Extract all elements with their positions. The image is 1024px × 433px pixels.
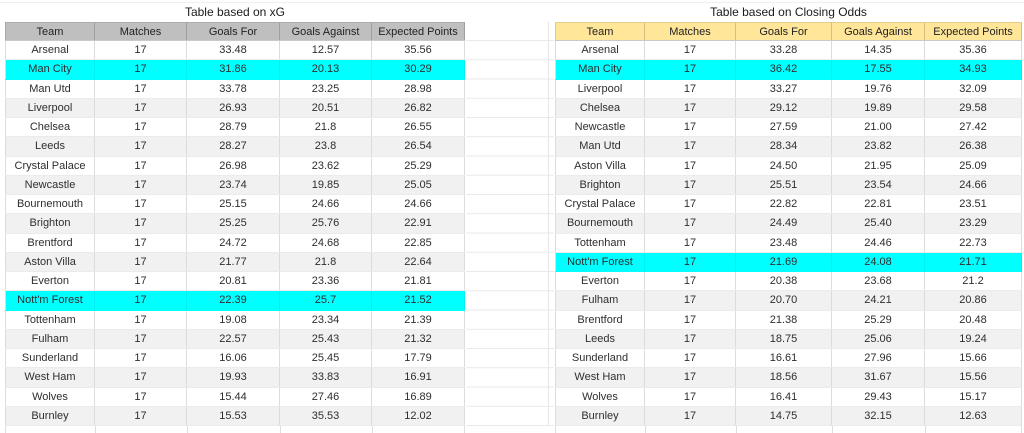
table-row — [5, 330, 465, 349]
cell-team: Leeds — [555, 330, 645, 348]
table-row — [555, 311, 1022, 330]
cell-goals-against: 25.7 — [280, 291, 372, 309]
cell-goals-against: 19.89 — [832, 99, 925, 117]
table-row — [5, 118, 465, 137]
cell-goals-for: 21.69 — [736, 253, 832, 271]
cell-team: Tottenham — [555, 234, 645, 252]
cell-expected-points: 26.82 — [372, 99, 465, 117]
cell-goals-against: 27.96 — [832, 349, 925, 367]
cell-expected-points: 21.39 — [372, 311, 465, 329]
cell-goals-for: 23.48 — [736, 234, 832, 252]
cell-team: Nott'm Forest — [555, 253, 645, 271]
table-row — [555, 407, 1022, 426]
cell-matches: 17 — [645, 349, 736, 367]
cell-expected-points: 29.58 — [925, 99, 1022, 117]
cell-goals-against: 17.55 — [832, 60, 925, 78]
cell-goals-against: 35.53 — [280, 407, 372, 425]
cell-goals-against: 31.67 — [832, 368, 925, 386]
cell-team: Fulham — [555, 291, 645, 309]
cell-matches: 17 — [95, 118, 187, 136]
table-row — [5, 291, 465, 310]
cell-team: Brighton — [555, 176, 645, 194]
cell-goals-against: 20.51 — [280, 99, 372, 117]
cell-goals-against: 29.43 — [832, 388, 925, 406]
cell-goals-for: 28.27 — [187, 137, 280, 155]
cell-team: West Ham — [555, 368, 645, 386]
cell-matches: 17 — [645, 330, 736, 348]
cell-team: Sunderland — [5, 349, 95, 367]
cell-goals-for: 19.93 — [187, 368, 280, 386]
cell-team: Brentford — [5, 234, 95, 252]
cell-expected-points: 28.98 — [372, 80, 465, 98]
cell-goals-for: 16.61 — [736, 349, 832, 367]
table-row — [5, 176, 465, 195]
cell-goals-against: 23.62 — [280, 157, 372, 175]
cell-team: Tottenham — [5, 311, 95, 329]
cell-goals-against: 21.95 — [832, 157, 925, 175]
cell-goals-against: 23.68 — [832, 272, 925, 290]
cell-matches: 17 — [645, 157, 736, 175]
cell-expected-points: 19.24 — [925, 330, 1022, 348]
table-row — [555, 118, 1022, 137]
cell-expected-points: 21.2 — [925, 272, 1022, 290]
cell-expected-points: 22.91 — [372, 214, 465, 232]
cell-goals-against: 32.15 — [832, 407, 925, 425]
cell-expected-points: 30.29 — [372, 60, 465, 78]
cell-goals-for: 22.39 — [187, 291, 280, 309]
cell-expected-points: 20.86 — [925, 291, 1022, 309]
cell-expected-points: 22.73 — [925, 234, 1022, 252]
cell-team: Fulham — [5, 330, 95, 348]
cell-goals-for: 22.57 — [187, 330, 280, 348]
cell-goals-for: 21.38 — [736, 311, 832, 329]
cell-goals-for: 28.34 — [736, 137, 832, 155]
table-row — [5, 311, 465, 330]
cell-goals-against: 14.35 — [832, 41, 925, 59]
cell-goals-against: 27.46 — [280, 388, 372, 406]
column-header-matches: Matches — [95, 22, 187, 40]
table-row — [555, 368, 1022, 387]
grid-gap-vline — [548, 22, 549, 425]
column-header-goals-for: Goals For — [187, 22, 280, 40]
cell-expected-points: 16.91 — [372, 368, 465, 386]
table-row — [555, 176, 1022, 195]
cell-goals-for: 25.51 — [736, 176, 832, 194]
cell-team: Chelsea — [5, 118, 95, 136]
cell-matches: 17 — [95, 253, 187, 271]
cell-team: Bournemouth — [5, 195, 95, 213]
cell-expected-points: 22.64 — [372, 253, 465, 271]
cell-team: Liverpool — [5, 99, 95, 117]
table-row — [5, 195, 465, 214]
cell-goals-against: 23.25 — [280, 80, 372, 98]
table-row — [5, 157, 465, 176]
cell-matches: 17 — [645, 195, 736, 213]
cell-goals-against: 25.76 — [280, 214, 372, 232]
table-row — [5, 272, 465, 291]
cell-matches: 17 — [95, 291, 187, 309]
table-row — [555, 272, 1022, 291]
table-row — [555, 195, 1022, 214]
cell-matches: 17 — [645, 407, 736, 425]
cell-team: Liverpool — [555, 80, 645, 98]
cell-team: Brighton — [5, 214, 95, 232]
cell-goals-for: 27.59 — [736, 118, 832, 136]
table-row — [555, 214, 1022, 233]
cell-expected-points: 15.56 — [925, 368, 1022, 386]
column-header-matches: Matches — [645, 22, 736, 40]
cell-matches: 17 — [95, 388, 187, 406]
cell-team: Aston Villa — [5, 253, 95, 271]
cell-goals-for: 28.79 — [187, 118, 280, 136]
cell-team: Leeds — [5, 137, 95, 155]
cell-expected-points: 25.29 — [372, 157, 465, 175]
cell-matches: 17 — [645, 214, 736, 232]
cell-goals-against: 25.43 — [280, 330, 372, 348]
cell-goals-against: 24.46 — [832, 234, 925, 252]
grid-bottom-stubs — [0, 425, 1024, 433]
cell-matches: 17 — [95, 137, 187, 155]
xg-table-title: Table based on xG — [184, 5, 286, 19]
table-row — [5, 349, 465, 368]
cell-goals-against: 25.06 — [832, 330, 925, 348]
table-row — [555, 80, 1022, 99]
cell-goals-for: 26.98 — [187, 157, 280, 175]
cell-goals-against: 25.40 — [832, 214, 925, 232]
table-row — [5, 407, 465, 426]
cell-expected-points: 21.32 — [372, 330, 465, 348]
cell-goals-against: 22.81 — [832, 195, 925, 213]
cell-expected-points: 12.02 — [372, 407, 465, 425]
cell-expected-points: 35.56 — [372, 41, 465, 59]
cell-goals-against: 24.08 — [832, 253, 925, 271]
table-row — [5, 234, 465, 253]
cell-expected-points: 12.63 — [925, 407, 1022, 425]
column-header-expected-points: Expected Points — [372, 22, 465, 40]
cell-goals-for: 16.41 — [736, 388, 832, 406]
table-row — [555, 330, 1022, 349]
table-row — [5, 253, 465, 272]
cell-goals-for: 24.49 — [736, 214, 832, 232]
cell-matches: 17 — [645, 60, 736, 78]
closing-odds-table — [555, 2, 1022, 426]
cell-matches: 17 — [95, 157, 187, 175]
cell-matches: 17 — [645, 118, 736, 136]
cell-matches: 17 — [95, 330, 187, 348]
cell-expected-points: 32.09 — [925, 80, 1022, 98]
cell-goals-for: 33.27 — [736, 80, 832, 98]
cell-team: Burnley — [5, 407, 95, 425]
cell-team: Bournemouth — [555, 214, 645, 232]
cell-goals-against: 25.45 — [280, 349, 372, 367]
cell-matches: 17 — [645, 388, 736, 406]
cell-team: Wolves — [5, 388, 95, 406]
table-row — [555, 388, 1022, 407]
cell-expected-points: 35.36 — [925, 41, 1022, 59]
cell-goals-for: 19.08 — [187, 311, 280, 329]
table-row — [5, 41, 465, 60]
cell-goals-for: 26.93 — [187, 99, 280, 117]
cell-matches: 17 — [645, 368, 736, 386]
cell-matches: 17 — [645, 311, 736, 329]
cell-team: Arsenal — [555, 41, 645, 59]
cell-matches: 17 — [95, 272, 187, 290]
cell-team: Man City — [555, 60, 645, 78]
cell-goals-against: 23.82 — [832, 137, 925, 155]
cell-matches: 17 — [95, 214, 187, 232]
cell-goals-for: 14.75 — [736, 407, 832, 425]
cell-goals-for: 21.77 — [187, 253, 280, 271]
table-row — [5, 99, 465, 118]
cell-goals-for: 15.53 — [187, 407, 280, 425]
cell-matches: 17 — [645, 176, 736, 194]
cell-goals-against: 24.66 — [280, 195, 372, 213]
cell-matches: 17 — [645, 99, 736, 117]
cell-team: Brentford — [555, 311, 645, 329]
cell-goals-against: 24.21 — [832, 291, 925, 309]
cell-matches: 17 — [95, 368, 187, 386]
cell-goals-against: 23.36 — [280, 272, 372, 290]
cell-matches: 17 — [95, 60, 187, 78]
table-row — [555, 157, 1022, 176]
table-row — [5, 60, 465, 79]
cell-goals-for: 31.86 — [187, 60, 280, 78]
cell-goals-against: 25.29 — [832, 311, 925, 329]
cell-goals-for: 20.70 — [736, 291, 832, 309]
cell-expected-points: 24.66 — [372, 195, 465, 213]
cell-goals-against: 21.8 — [280, 253, 372, 271]
table-row — [555, 253, 1022, 272]
cell-matches: 17 — [95, 99, 187, 117]
cell-goals-against: 19.76 — [832, 80, 925, 98]
cell-team: Crystal Palace — [555, 195, 645, 213]
cell-expected-points: 24.66 — [925, 176, 1022, 194]
column-header-expected-points: Expected Points — [925, 22, 1022, 40]
cell-team: Man Utd — [5, 80, 95, 98]
cell-team: Chelsea — [555, 99, 645, 117]
cell-team: West Ham — [5, 368, 95, 386]
cell-expected-points: 27.42 — [925, 118, 1022, 136]
cell-expected-points: 17.79 — [372, 349, 465, 367]
cell-team: Crystal Palace — [5, 157, 95, 175]
cell-matches: 17 — [95, 195, 187, 213]
table-row — [5, 214, 465, 233]
cell-team: Man City — [5, 60, 95, 78]
column-header-goals-against: Goals Against — [832, 22, 925, 40]
cell-goals-against: 33.83 — [280, 368, 372, 386]
cell-expected-points: 26.54 — [372, 137, 465, 155]
cell-matches: 17 — [95, 311, 187, 329]
cell-goals-for: 20.81 — [187, 272, 280, 290]
cell-team: Wolves — [555, 388, 645, 406]
cell-goals-for: 15.44 — [187, 388, 280, 406]
xg-table-body — [5, 40, 465, 426]
column-header-goals-against: Goals Against — [280, 22, 372, 40]
cell-goals-for: 22.82 — [736, 195, 832, 213]
cell-goals-against: 19.85 — [280, 176, 372, 194]
cell-matches: 17 — [95, 349, 187, 367]
column-header-team: Team — [555, 22, 645, 40]
cell-expected-points: 21.81 — [372, 272, 465, 290]
column-header-goals-for: Goals For — [736, 22, 832, 40]
cell-goals-against: 23.34 — [280, 311, 372, 329]
cell-expected-points: 25.09 — [925, 157, 1022, 175]
cell-matches: 17 — [95, 234, 187, 252]
table-row — [555, 60, 1022, 79]
cell-matches: 17 — [95, 176, 187, 194]
cell-team: Aston Villa — [555, 157, 645, 175]
cell-expected-points: 23.51 — [925, 195, 1022, 213]
cell-matches: 17 — [95, 80, 187, 98]
closing-odds-table-title: Table based on Closing Odds — [710, 5, 867, 19]
cell-goals-against: 12.57 — [280, 41, 372, 59]
cell-expected-points: 26.38 — [925, 137, 1022, 155]
cell-goals-for: 29.12 — [736, 99, 832, 117]
cell-matches: 17 — [645, 41, 736, 59]
cell-expected-points: 25.05 — [372, 176, 465, 194]
closing-odds-table-body — [555, 40, 1022, 426]
table-row — [5, 368, 465, 387]
table-row — [5, 137, 465, 156]
grid-gap-columns — [466, 40, 554, 426]
column-header-team: Team — [5, 22, 95, 40]
cell-expected-points: 16.89 — [372, 388, 465, 406]
cell-goals-for: 18.56 — [736, 368, 832, 386]
cell-goals-for: 18.75 — [736, 330, 832, 348]
cell-goals-against: 24.68 — [280, 234, 372, 252]
cell-team: Nott'm Forest — [5, 291, 95, 309]
cell-matches: 17 — [645, 234, 736, 252]
cell-matches: 17 — [645, 137, 736, 155]
cell-expected-points: 15.66 — [925, 349, 1022, 367]
cell-goals-for: 36.42 — [736, 60, 832, 78]
cell-team: Everton — [5, 272, 95, 290]
cell-goals-for: 16.06 — [187, 349, 280, 367]
table-row — [5, 388, 465, 407]
cell-team: Burnley — [555, 407, 645, 425]
table-row — [5, 80, 465, 99]
table-row — [555, 349, 1022, 368]
cell-expected-points: 21.71 — [925, 253, 1022, 271]
closing-odds-table-header — [555, 22, 1022, 40]
cell-goals-against: 21.00 — [832, 118, 925, 136]
table-row — [555, 99, 1022, 118]
cell-goals-for: 24.50 — [736, 157, 832, 175]
cell-team: Newcastle — [5, 176, 95, 194]
cell-expected-points: 21.52 — [372, 291, 465, 309]
cell-expected-points: 23.29 — [925, 214, 1022, 232]
cell-team: Arsenal — [5, 41, 95, 59]
cell-matches: 17 — [95, 407, 187, 425]
cell-matches: 17 — [645, 253, 736, 271]
cell-goals-for: 25.15 — [187, 195, 280, 213]
cell-goals-for: 33.28 — [736, 41, 832, 59]
cell-goals-for: 23.74 — [187, 176, 280, 194]
table-row — [555, 41, 1022, 60]
table-row — [555, 137, 1022, 156]
table-row — [555, 291, 1022, 310]
cell-matches: 17 — [645, 80, 736, 98]
cell-team: Sunderland — [555, 349, 645, 367]
cell-matches: 17 — [645, 291, 736, 309]
cell-goals-against: 23.54 — [832, 176, 925, 194]
cell-expected-points: 34.93 — [925, 60, 1022, 78]
xg-table-header — [5, 22, 465, 40]
cell-goals-for: 20.38 — [736, 272, 832, 290]
cell-expected-points: 26.55 — [372, 118, 465, 136]
cell-goals-against: 20.13 — [280, 60, 372, 78]
cell-expected-points: 22.85 — [372, 234, 465, 252]
cell-expected-points: 20.48 — [925, 311, 1022, 329]
cell-matches: 17 — [645, 272, 736, 290]
cell-goals-for: 33.48 — [187, 41, 280, 59]
cell-goals-for: 24.72 — [187, 234, 280, 252]
xg-table — [5, 2, 465, 426]
cell-goals-for: 33.78 — [187, 80, 280, 98]
cell-team: Everton — [555, 272, 645, 290]
cell-goals-against: 21.8 — [280, 118, 372, 136]
cell-expected-points: 15.17 — [925, 388, 1022, 406]
cell-goals-for: 25.25 — [187, 214, 280, 232]
cell-team: Newcastle — [555, 118, 645, 136]
cell-goals-against: 23.8 — [280, 137, 372, 155]
cell-matches: 17 — [95, 41, 187, 59]
table-row — [555, 234, 1022, 253]
cell-team: Man Utd — [555, 137, 645, 155]
